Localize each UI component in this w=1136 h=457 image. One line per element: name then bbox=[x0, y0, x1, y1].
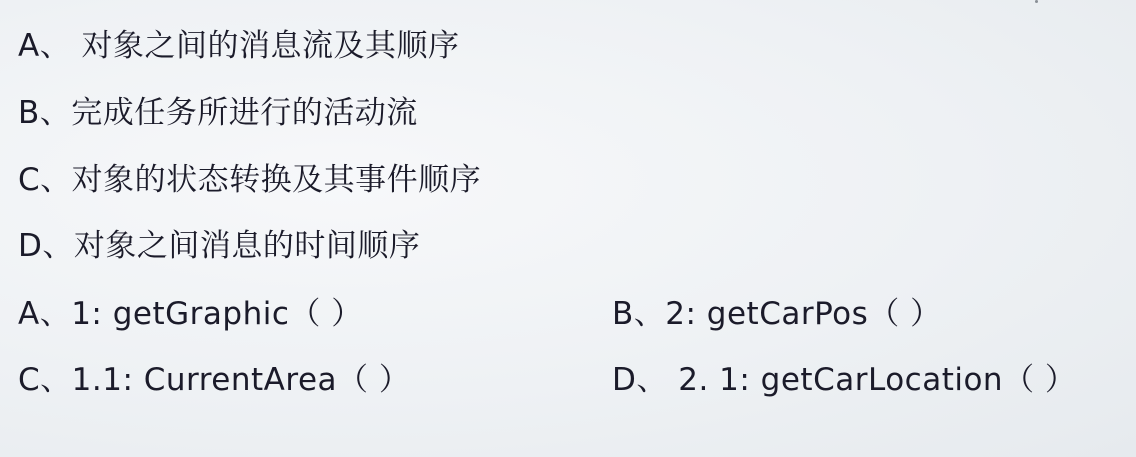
fill-option-c: C、1.1: CurrentArea（ ） bbox=[18, 362, 411, 398]
fill-option-a: A、1: getGraphic（ ） bbox=[18, 296, 363, 332]
option-b-text: B、完成任务所进行的活动流 bbox=[18, 95, 418, 131]
artifact-dot bbox=[1035, 0, 1038, 3]
option-c-text: C、对象的状态转换及其事件顺序 bbox=[18, 162, 482, 198]
option-a-text: A、 对象之间的消息流及其顺序 bbox=[18, 28, 460, 64]
fill-option-b: B、2: getCarPos（ ） bbox=[612, 296, 942, 332]
fill-option-d: D、 2. 1: getCarLocation（ ） bbox=[612, 362, 1077, 398]
option-d-text: D、对象之间消息的时间顺序 bbox=[18, 228, 421, 264]
